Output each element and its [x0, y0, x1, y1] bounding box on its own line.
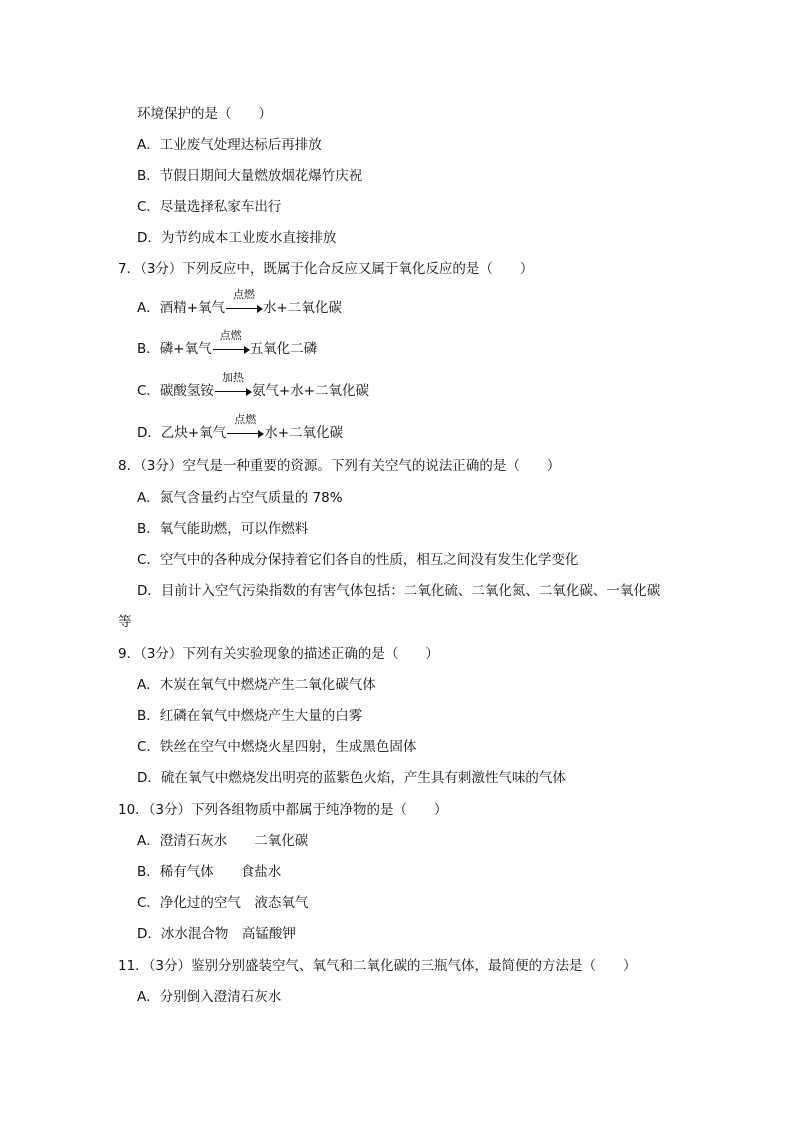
q9-option-c: C．铁丝在空气中燃烧火星四射，生成黑色固体 — [137, 739, 417, 755]
q10-option-b: B．稀有气体 食盐水 — [137, 864, 282, 880]
q11-option-a: A．分别倒入澄清石灰水 — [137, 989, 282, 1005]
q6-stem-continuation: 环境保护的是（ ） — [137, 106, 272, 122]
q8-option-c: C．空气中的各种成分保持着它们各自的性质，相互之间没有发生化学变化 — [137, 552, 579, 568]
q9-option-a: A．木炭在氧气中燃烧产生二氧化碳气体 — [137, 677, 376, 693]
q8-option-d-continuation: 等 — [118, 614, 132, 630]
q11-stem: 11．（3分）鉴别分别盛装空气、氧气和二氧化碳的三瓶气体，最简便的方法是（ ） — [118, 958, 637, 974]
q7-a-products: 水+二氧化碳 — [263, 300, 342, 316]
q8-option-b: B．氧气能助燃，可以作燃料 — [137, 521, 309, 537]
q7-option-a — [137, 288, 342, 317]
q8-option-a: A．氮气含量约占空气质量的 78% — [137, 490, 343, 506]
q7-stem: 7．（3分）下列反应中，既属于化合反应又属于氧化反应的是（ ） — [118, 261, 534, 277]
q7-b-products: 五氧化二磷 — [249, 341, 318, 357]
reaction-condition: 加热 — [221, 371, 244, 384]
arrow-right-icon — [258, 430, 264, 438]
q8-stem: 8．（3分）空气是一种重要的资源。下列有关空气的说法正确的是（ ） — [118, 458, 561, 474]
q9-option-b: B．红磷在氧气中燃烧产生大量的白雾 — [137, 708, 363, 724]
q6-option-b: B．节假日期间大量燃放烟花爆竹庆祝 — [137, 168, 363, 184]
reaction-arrow — [212, 329, 250, 358]
reaction-arrow — [226, 413, 264, 442]
q10-stem: 10．（3分）下列各组物质中都属于纯净物的是（ ） — [118, 802, 448, 818]
q7-d-products: 水+二氧化碳 — [264, 425, 344, 441]
q7-c-reactants: C．碳酸氢铵 — [137, 383, 214, 399]
q7-option-b — [137, 329, 318, 358]
reaction-arrow — [214, 371, 252, 400]
q10-option-d: D．冰水混合物 高锰酸钾 — [137, 926, 296, 942]
q7-c-products: 氨气+水+二氧化碳 — [251, 383, 370, 399]
q10-option-c: C．净化过的空气 液态氧气 — [137, 895, 309, 911]
arrow-right-icon — [257, 305, 263, 313]
q8-option-d: D．目前计入空气污染指数的有害气体包括：二氧化硫、二氧化氮、二氧化碳、一氧化碳 — [137, 583, 661, 599]
reaction-condition: 点燃 — [233, 288, 256, 301]
q9-option-d: D．硫在氧气中燃烧发出明亮的蓝紫色火焰，产生具有刺激性气味的气体 — [137, 770, 566, 786]
q6-option-a: A．工业废气处理达标后再排放 — [137, 137, 322, 153]
arrow-right-icon — [246, 388, 252, 396]
q7-option-c — [137, 371, 370, 400]
reaction-arrow — [225, 288, 263, 317]
arrow-right-icon — [244, 346, 250, 354]
q7-a-reactants: A．酒精+氧气 — [137, 300, 226, 316]
q6-option-c: C．尽量选择私家车出行 — [137, 199, 282, 215]
q10-option-a: A．澄清石灰水 二氧化碳 — [137, 833, 309, 849]
q6-option-d: D．为节约成本工业废水直接排放 — [137, 230, 337, 246]
reaction-condition: 点燃 — [219, 329, 242, 342]
reaction-condition: 点燃 — [234, 413, 257, 426]
q7-d-reactants: D．乙炔+氧气 — [137, 425, 227, 441]
q9-stem: 9．（3分）下列有关实验现象的描述正确的是（ ） — [118, 646, 439, 662]
q7-option-d — [137, 413, 344, 442]
q7-b-reactants: B．磷+氧气 — [137, 341, 212, 357]
